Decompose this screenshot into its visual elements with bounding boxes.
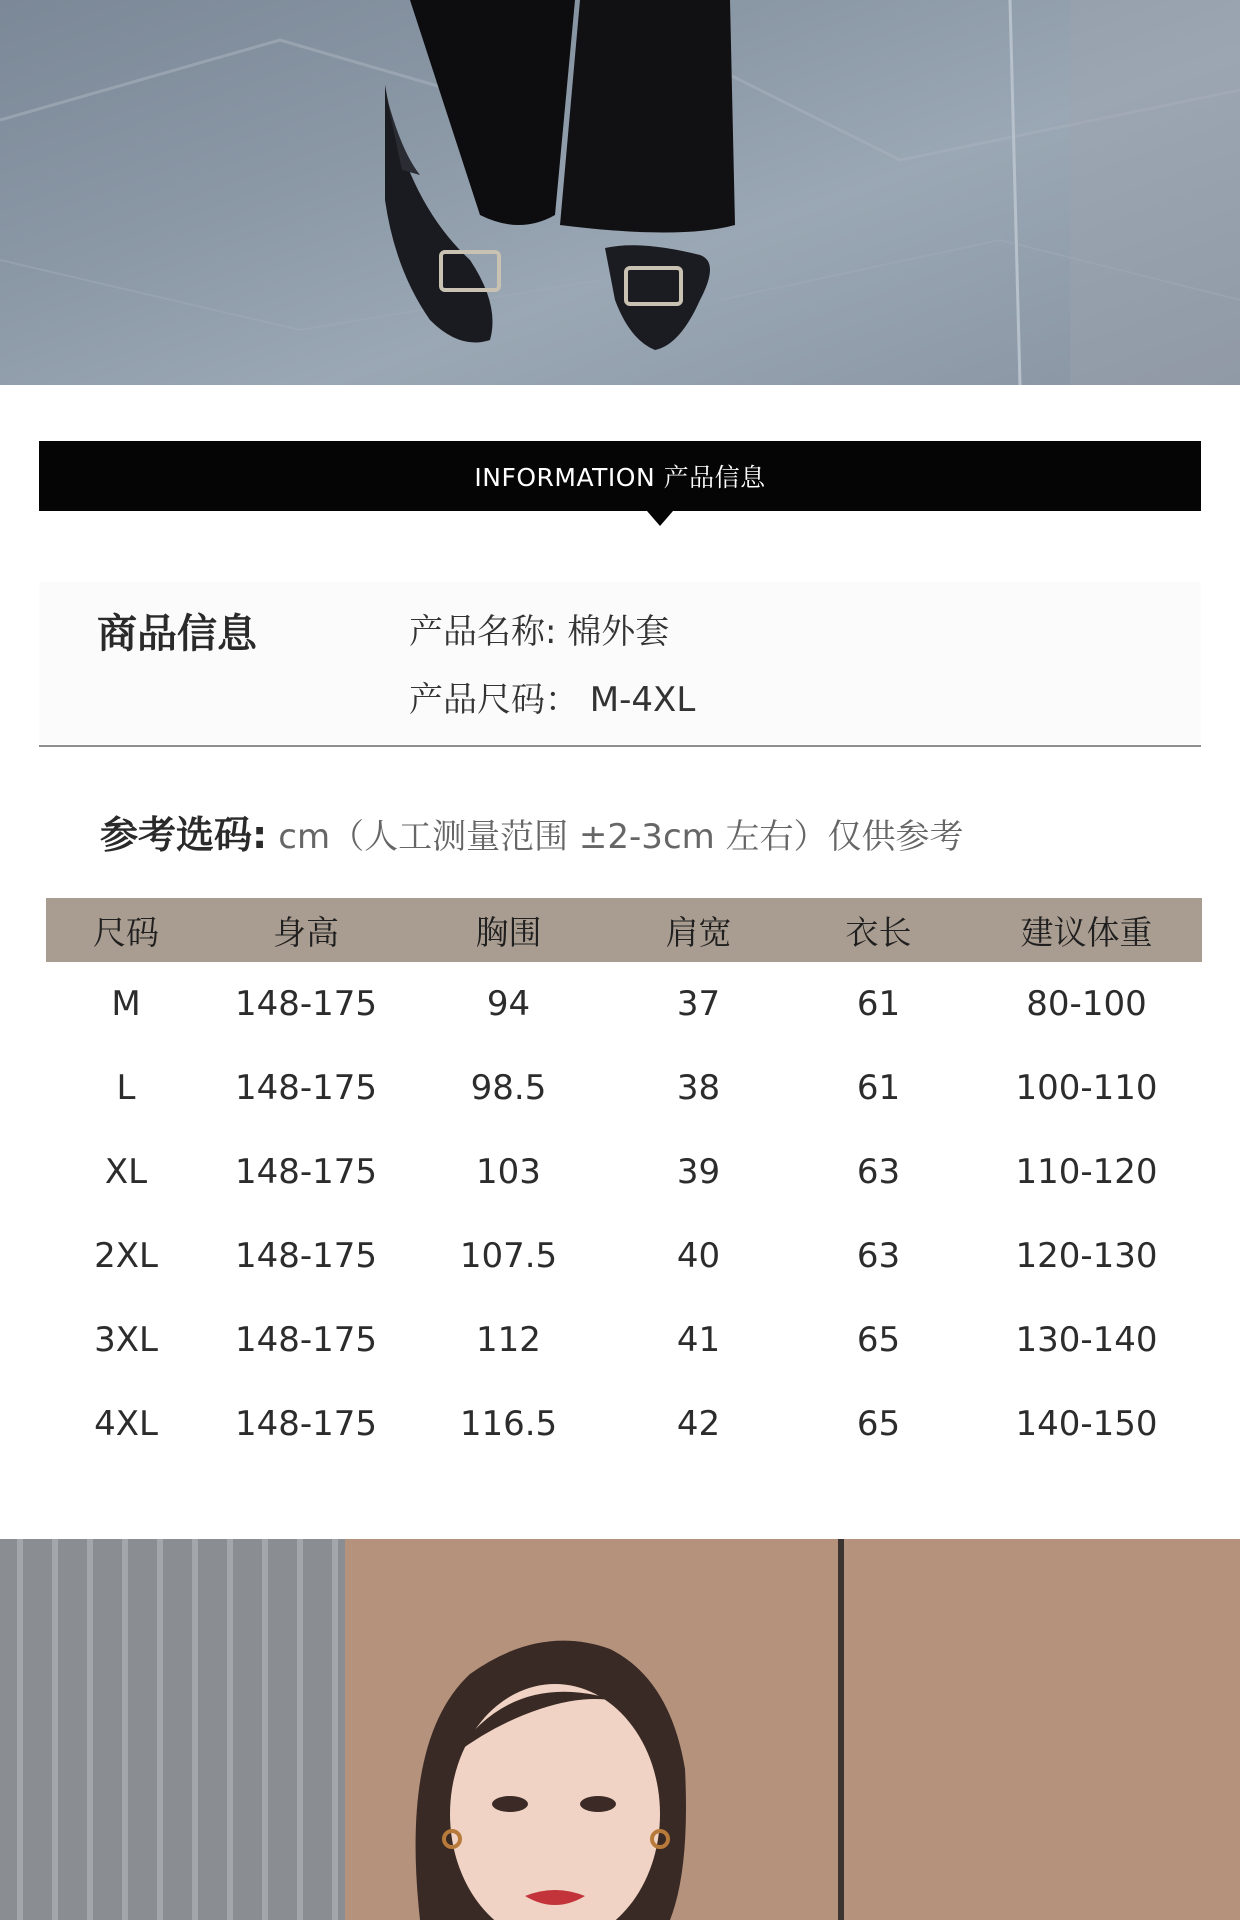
cell-length: 65 — [856, 1320, 901, 1360]
size-table — [46, 898, 1202, 1466]
cell-size: 3XL — [94, 1320, 158, 1360]
table-row — [46, 1046, 1202, 1130]
size-reference-note — [100, 804, 964, 859]
cell-bust: 103 — [476, 1152, 541, 1192]
cell-bust: 98.5 — [470, 1068, 547, 1108]
cell-size: L — [116, 1068, 136, 1108]
cell-size: XL — [104, 1152, 148, 1192]
table-row — [46, 1214, 1202, 1298]
header-shoulder: 肩宽 — [665, 912, 732, 952]
cell-length: 63 — [856, 1236, 901, 1276]
cell-bust: 112 — [476, 1320, 541, 1360]
cell-weight: 100-110 — [1015, 1068, 1158, 1108]
header-weight: 建议体重 — [1020, 912, 1153, 952]
cell-shoulder: 39 — [676, 1152, 721, 1192]
header-height: 身高 — [273, 912, 339, 952]
model-portrait-illustration — [0, 1539, 1240, 1920]
product-name-line: 产品名称: 棉外套 — [409, 612, 670, 652]
size-reference-label: 参考选码: — [100, 813, 268, 857]
cell-height: 148-175 — [234, 1320, 378, 1360]
cell-height: 148-175 — [234, 1404, 378, 1444]
cell-weight: 120-130 — [1015, 1236, 1158, 1276]
cell-shoulder: 40 — [676, 1236, 721, 1276]
cell-length: 61 — [856, 1068, 901, 1108]
banner-pointer-arrow — [647, 511, 673, 526]
cell-shoulder: 37 — [676, 984, 721, 1024]
information-banner — [39, 441, 1201, 511]
table-row — [46, 1298, 1202, 1382]
cell-bust: 116.5 — [459, 1404, 558, 1444]
cell-size: M — [111, 984, 141, 1024]
cell-height: 148-175 — [234, 1236, 378, 1276]
cell-length: 65 — [856, 1404, 901, 1444]
cell-height: 148-175 — [234, 984, 378, 1024]
cell-weight: 110-120 — [1015, 1152, 1158, 1192]
cell-weight: 140-150 — [1015, 1404, 1158, 1444]
cell-shoulder: 42 — [676, 1404, 721, 1444]
cell-weight: 80-100 — [1026, 984, 1147, 1024]
cell-length: 63 — [856, 1152, 901, 1192]
cell-shoulder: 41 — [676, 1320, 721, 1360]
product-info-block — [39, 582, 1201, 744]
information-banner-title: INFORMATION 产品信息 — [474, 463, 766, 492]
product-info-heading: 商品信息 — [97, 611, 257, 657]
cell-length: 61 — [856, 984, 901, 1024]
product-size-range-line: 产品尺码： M-4XL — [409, 680, 696, 720]
trousers-and-shoes-illustration — [0, 0, 1240, 385]
cell-height: 148-175 — [234, 1068, 378, 1108]
size-table-header — [46, 898, 1202, 962]
cell-shoulder: 38 — [676, 1068, 721, 1108]
header-bust: 胸围 — [475, 912, 542, 952]
cell-bust: 94 — [486, 984, 531, 1024]
cell-height: 148-175 — [234, 1152, 378, 1192]
header-size: 尺码 — [93, 912, 159, 952]
cell-size: 4XL — [94, 1404, 158, 1444]
model-photo-bottom — [0, 1539, 1240, 1920]
header-length: 衣长 — [845, 912, 912, 952]
cell-size: 2XL — [94, 1236, 158, 1276]
table-row — [46, 1130, 1202, 1214]
product-photo-top — [0, 0, 1240, 385]
size-reference-text: cm（人工测量范围 ±2-3cm 左右）仅供参考 — [278, 817, 964, 857]
cell-weight: 130-140 — [1015, 1320, 1158, 1360]
table-row — [46, 962, 1202, 1046]
table-row — [46, 1382, 1202, 1466]
section-divider — [39, 745, 1201, 747]
cell-bust: 107.5 — [459, 1236, 558, 1276]
